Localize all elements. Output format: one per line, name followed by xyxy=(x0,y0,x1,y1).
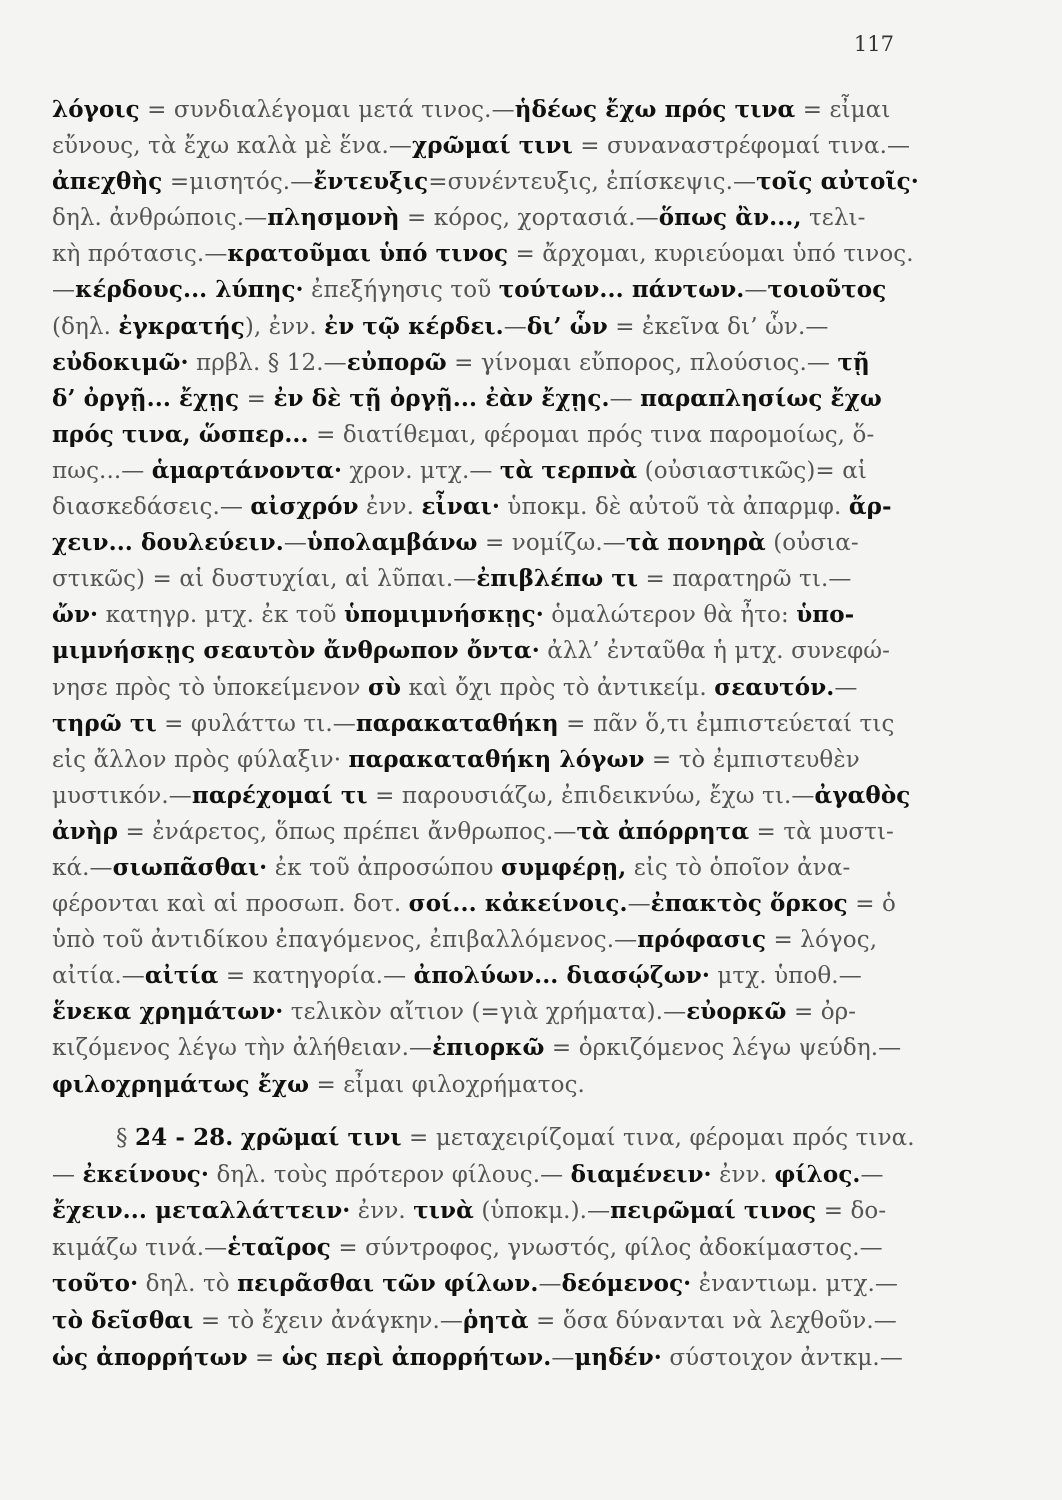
gloss-text: — xyxy=(538,1271,562,1298)
gloss-text: καὶ ὄχι πρὸς τὸ ἀντικείμ. xyxy=(401,674,715,701)
headword: ἔντευξις xyxy=(313,168,429,196)
headword: μηδέν· xyxy=(574,1343,662,1371)
headword: εὐπορῶ xyxy=(346,348,447,376)
headword: πρόφασις xyxy=(637,926,767,954)
headword: ἐκείνους· xyxy=(82,1160,210,1188)
gloss-text: =μισητός.— xyxy=(162,169,314,196)
headword: συμφέρῃ, xyxy=(501,853,627,881)
headword: εὐδοκιμῶ· xyxy=(52,348,189,376)
text-line xyxy=(52,92,912,128)
gloss-text: εἰς ἄλλον πρὸς φύλαξιν· xyxy=(52,746,349,773)
gloss-text: — xyxy=(52,1161,83,1188)
gloss-text: στικῶς) = αἱ δυστυχίαι, αἱ λῦπαι.— xyxy=(52,566,477,593)
gloss-text: σύστοιχον ἀντκμ.— xyxy=(661,1344,903,1371)
headword: παραπλησίως ἔχω xyxy=(640,384,882,412)
gloss-text: = κατηγορία.— xyxy=(218,963,414,990)
text-line xyxy=(52,1340,912,1377)
text-line xyxy=(52,489,912,525)
gloss-text: =συνέντευξις, ἐπίσκεψις.— xyxy=(428,169,757,196)
headword: φίλος. xyxy=(774,1160,861,1188)
headword: ῥητὰ xyxy=(463,1306,529,1334)
headword: ἕνεκα χρημάτων· xyxy=(52,998,284,1026)
gloss-text: (οὐσια- xyxy=(765,530,859,557)
text-line xyxy=(52,886,912,922)
gloss-text: μυστικόν.— xyxy=(52,782,192,809)
text-line xyxy=(52,597,912,633)
headword: τοιοῦτος xyxy=(767,276,887,304)
headword: ἄρ- xyxy=(848,493,892,521)
headword: σιωπᾶσθαι· xyxy=(112,853,268,881)
headword: κέρδους... λύπης· xyxy=(75,276,304,304)
commentary-paragraph-2 xyxy=(52,1120,915,1376)
headword: σὺ xyxy=(368,673,402,701)
text-line xyxy=(52,417,912,453)
gloss-text: ἐνν. xyxy=(358,494,422,521)
gloss-text: = συναναστρέφομαί τινα.— xyxy=(572,133,911,160)
gloss-text: = ὀρ- xyxy=(786,999,857,1026)
headword: πειρῶμαί τινος xyxy=(610,1197,817,1225)
headword: διαμένειν· xyxy=(570,1160,712,1188)
headword: ἀπολύων... διασῴζων· xyxy=(413,962,710,990)
headword: ἐπιορκῶ xyxy=(432,1034,545,1062)
headword: ἑταῖρος xyxy=(227,1233,331,1261)
gloss-text: — xyxy=(52,277,76,304)
headword: τὰ ἀπόρρητα xyxy=(576,817,750,845)
gloss-text: ἐνν. xyxy=(350,1198,414,1225)
gloss-text: = xyxy=(247,1344,282,1371)
gloss-text: διασκεδάσεις.— xyxy=(52,494,251,521)
gloss-text: = μεταχειρίζομαί τινα, φέρομαι πρός τινα. xyxy=(401,1125,915,1151)
headword: τινὰ xyxy=(413,1197,474,1225)
headword: εἶναι· xyxy=(421,493,500,521)
headword: ἡδέως ἔχω πρός τινα xyxy=(514,96,796,123)
text-line xyxy=(52,1120,915,1157)
gloss-text: ἀλλ’ ἐνταῦθα ἡ μτχ. συνεφώ- xyxy=(539,638,891,665)
gloss-text: εἰς τὸ ὁποῖον ἀνα- xyxy=(626,854,851,881)
headword: χειν... δουλεύειν. xyxy=(52,529,284,557)
gloss-text: μτχ. ὑποθ.— xyxy=(709,963,862,990)
headword: ἐπιβλέπω τι xyxy=(476,565,639,593)
gloss-text: = λόγος, xyxy=(766,927,878,954)
commentary-paragraph-1 xyxy=(52,92,919,1103)
gloss-text: ὁμαλώτερον θὰ ἦτο: xyxy=(543,602,797,629)
headword: τὰ πονηρὰ xyxy=(625,529,766,557)
text-line xyxy=(52,128,912,164)
text-line xyxy=(52,633,912,669)
gloss-text: (δηλ. xyxy=(52,313,119,340)
text-line xyxy=(52,922,912,958)
page-number: 117 xyxy=(853,32,894,56)
gloss-text: (οὐσιαστικῶς)= αἱ xyxy=(637,457,867,484)
text-line xyxy=(52,1067,912,1103)
headword: τῇ xyxy=(837,348,870,376)
gloss-text: = παρουσιάζω, ἐπιδεικνύω, ἔχω τι.— xyxy=(367,782,815,809)
text-line xyxy=(52,1303,912,1340)
gloss-text: — xyxy=(609,385,641,412)
gloss-text: = τὸ ἐμπιστευθὲν xyxy=(644,746,860,773)
headword: ἀνὴρ xyxy=(52,817,119,845)
headword: σεαυτόν. xyxy=(714,673,835,701)
headword: τὰ τερπνὰ xyxy=(499,456,638,484)
headword: πλησμονὴ xyxy=(267,204,400,232)
gloss-text: φέρονται καὶ αἱ προσωπ. δοτ. xyxy=(52,891,409,918)
gloss-text: = τὰ μυστι- xyxy=(749,818,894,845)
gloss-text: = ὁ xyxy=(847,891,896,918)
gloss-text: ἐκ τοῦ ἀπροσώπου xyxy=(267,854,502,881)
text-line xyxy=(52,814,912,850)
headword: ἔχειν... μεταλλάττειν· xyxy=(52,1197,351,1225)
gloss-text: = γίνομαι εὔπορος, πλούσιος.— xyxy=(446,349,838,376)
headword: τοῖς αὐτοῖς· xyxy=(756,168,919,196)
gloss-text: — xyxy=(860,1161,884,1188)
headword: πειρᾶσθαι τῶν φίλων. xyxy=(237,1270,539,1298)
gloss-text: = συνδιαλέγομαι μετά τινος.— xyxy=(139,97,515,123)
headword: ὑπομιμνήσκῃς· xyxy=(344,601,544,629)
gloss-text: = δο- xyxy=(816,1198,887,1225)
gloss-text: χρον. μτχ.— xyxy=(342,457,500,484)
headword: μιμνήσκῃς σεαυτὸν ἄνθρωπον ὄντα· xyxy=(52,637,540,665)
gloss-text: = ὁρκιζόμενος λέγω ψεύδη.— xyxy=(544,1035,902,1062)
gloss-text: πως...— xyxy=(52,457,152,484)
gloss-text: = ἐνάρετος, ὅπως πρέπει ἄνθρωπος.— xyxy=(118,818,577,845)
gloss-text: = κόρος, χορτασιά.— xyxy=(399,205,659,232)
headword: αἰσχρόν xyxy=(250,493,359,521)
headword: ὡς περὶ ἀπορρήτων. xyxy=(281,1343,552,1371)
gloss-text: = πᾶν ὅ,τι ἐμπιστεύεταί τις xyxy=(558,710,895,737)
headword: τὸ δεῖσθαι xyxy=(52,1306,194,1334)
gloss-text: = παρατηρῶ τι.— xyxy=(638,566,852,593)
headword: ὤν· xyxy=(52,601,99,629)
text-line xyxy=(52,272,912,308)
gloss-text: ὑπὸ τοῦ ἀντιδίκου ἐπαγόμενος, ἐπιβαλλόμενος.— xyxy=(52,927,638,954)
text-line xyxy=(52,200,912,236)
text-line xyxy=(52,309,912,345)
text-line xyxy=(52,1157,912,1194)
gloss-text: = xyxy=(239,385,274,412)
gloss-text: — xyxy=(627,891,651,918)
text-line xyxy=(52,706,912,742)
text-line xyxy=(52,525,912,561)
headword: κρατοῦμαι ὑπό τινος xyxy=(227,240,509,268)
gloss-text: τελι- xyxy=(801,205,866,232)
gloss-text: ), ἐνν. xyxy=(244,313,325,340)
headword: ὅπως ἂν..., xyxy=(658,204,802,232)
text-line xyxy=(52,164,919,200)
text-line xyxy=(52,1193,912,1230)
gloss-text: — xyxy=(283,530,307,557)
gloss-text: = φυλάττω τι.— xyxy=(156,710,356,737)
text-line xyxy=(52,778,912,814)
headword: παρακαταθήκη λόγων xyxy=(348,745,645,773)
headword: ἀπεχθὴς xyxy=(52,168,163,196)
gloss-text: — xyxy=(834,674,858,701)
gloss-text: = σύντροφος, γνωστός, φίλος ἀδοκίμαστος.— xyxy=(330,1234,883,1261)
text-line xyxy=(52,381,912,417)
gloss-text: = διατίθεμαι, φέρομαι πρός τινα παρομοίως, ὅ- xyxy=(308,421,875,448)
gloss-text: κατηγρ. μτχ. ἐκ τοῦ xyxy=(98,602,345,629)
gloss-text: τελικὸν αἴτιον (=γιὰ χρήματα).— xyxy=(283,999,687,1026)
gloss-text: = ἄρχομαι, κυριεύομαι ὑπό τινος. xyxy=(508,241,914,268)
gloss-text: = τὸ ἔχειν ἀνάγκην.— xyxy=(193,1307,464,1334)
gloss-text: κὴ πρότασις.— xyxy=(52,241,228,268)
headword: πρός τινα, ὥσπερ... xyxy=(52,420,309,448)
headword: τηρῶ τι xyxy=(52,709,157,737)
headword: σοί... κἀκείνοις. xyxy=(408,890,628,918)
headword: λόγοις xyxy=(52,96,140,123)
headword: αἰτία xyxy=(144,962,219,990)
gloss-text: νησε πρὸς τὸ ὑποκείμενον xyxy=(52,674,368,701)
gloss-text: ἐναντιωμ. μτχ.— xyxy=(691,1271,899,1298)
text-line xyxy=(52,994,912,1030)
gloss-text: = ὅσα δύνανται νὰ λεχθοῦν.— xyxy=(528,1307,897,1334)
gloss-text xyxy=(233,1125,240,1151)
gloss-text: κιζόμενος λέγω τὴν ἀλήθειαν.— xyxy=(52,1035,433,1062)
headword: ἁμαρτάνοντα· xyxy=(151,456,343,484)
headword: παρακαταθήκη xyxy=(355,709,559,737)
text-line xyxy=(52,1230,912,1267)
gloss-text: δηλ. τοὺς πρότερον φίλους.— xyxy=(209,1161,571,1188)
headword: δ’ ὀργῇ... ἔχῃς xyxy=(52,384,240,412)
gloss-text: εὔνους, τὰ ἔχω καλὰ μὲ ἕνα.— xyxy=(52,133,413,160)
text-line xyxy=(52,670,912,706)
headword: ὑπολαμβάνω xyxy=(306,529,478,557)
text-line xyxy=(52,1030,912,1066)
headword: χρῶμαί τινι xyxy=(412,132,573,160)
headword: ἐπακτὸς ὅρκος xyxy=(650,890,848,918)
headword: ἐν τῷ κέρδει. xyxy=(324,312,504,340)
headword: χρῶμαί τινι xyxy=(240,1124,402,1151)
headword: ὑπο- xyxy=(796,601,855,629)
headword: δι’ ὧν xyxy=(526,312,608,340)
gloss-text: κά.— xyxy=(52,854,113,881)
gloss-text: = νομίζω.— xyxy=(477,530,626,557)
headword: τοῦτο· xyxy=(52,1270,139,1298)
gloss-text: — xyxy=(551,1344,575,1371)
text-line xyxy=(52,850,912,886)
text-line xyxy=(52,742,912,778)
gloss-text: = ἐκεῖνα δι’ ὧν.— xyxy=(607,313,829,340)
text-line xyxy=(52,453,912,489)
gloss-text: ὑποκμ. δὲ αὐτοῦ τὰ ἀπαρμφ. xyxy=(499,494,849,521)
gloss-text: πρβλ. § 12.— xyxy=(188,349,347,376)
headword: ἀγαθὸς xyxy=(814,781,911,809)
headword: εὐορκῶ xyxy=(686,998,787,1026)
headword: ἐν δὲ τῇ ὀργῇ... ἐὰν ἔχῃς. xyxy=(273,384,610,412)
gloss-text: αἰτία.— xyxy=(52,963,145,990)
headword: παρέχομαί τι xyxy=(191,781,368,809)
headword: 24 - 28. xyxy=(135,1124,234,1151)
text-line xyxy=(52,236,912,272)
gloss-text: — xyxy=(744,277,768,304)
headword: φιλοχρημάτως ἔχω xyxy=(52,1070,310,1098)
text-line xyxy=(52,345,912,381)
text-line xyxy=(52,1266,912,1303)
headword: ἐγκρατής xyxy=(118,312,245,340)
text-line xyxy=(52,958,912,994)
gloss-text: = εἶμαι φιλοχρήματος. xyxy=(309,1071,585,1098)
gloss-text: κιμάζω τινά.— xyxy=(52,1234,228,1261)
gloss-text: δηλ. ἀνθρώποις.— xyxy=(52,205,268,232)
gloss-text: § xyxy=(116,1125,136,1151)
gloss-text: — xyxy=(503,313,527,340)
gloss-text: ἐνν. xyxy=(711,1161,775,1188)
gloss-text: ἐπεξήγησις τοῦ xyxy=(303,277,499,304)
headword: ὡς ἀπορρήτων xyxy=(52,1343,248,1371)
gloss-text: (ὑποκμ.).— xyxy=(473,1198,611,1225)
headword: τούτων... πάντων. xyxy=(498,276,745,304)
text-line xyxy=(52,561,912,597)
gloss-text: = εἶμαι xyxy=(795,97,891,123)
headword: δεόμενος· xyxy=(561,1270,692,1298)
gloss-text: δηλ. τὸ xyxy=(138,1271,238,1298)
